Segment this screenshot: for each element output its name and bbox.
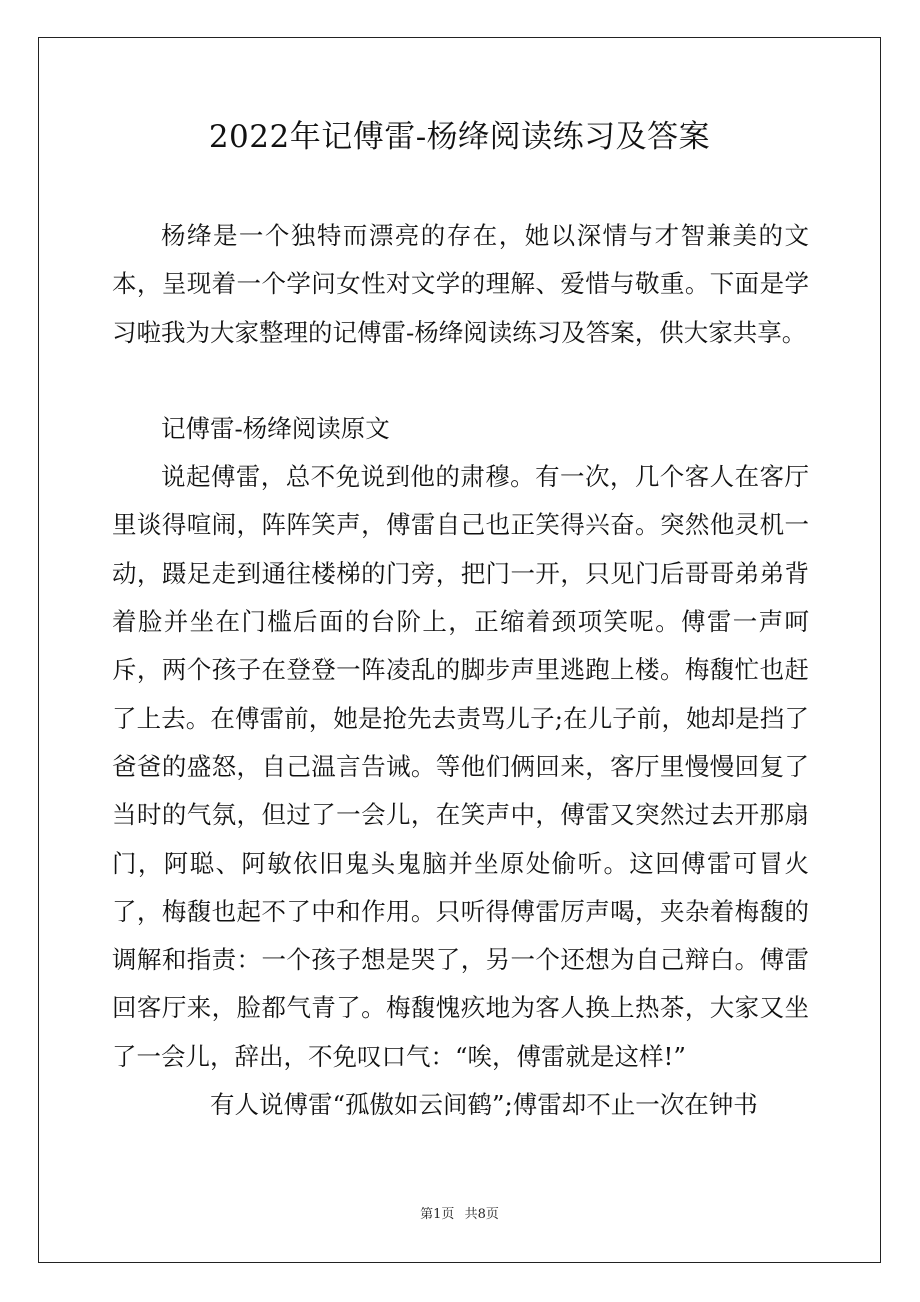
page-footer bbox=[38, 1205, 881, 1225]
intro-paragraph: 杨绛是一个独特而漂亮的存在，她以深情与才智兼美的文本，呈现着一个学问女性对文学的理解、爱惜与敬重。下面是学习啦我为大家整理的记傅雷-杨绛阅读练习及答案，供大家共享。 bbox=[112, 221, 809, 347]
page-number: 第1页 bbox=[420, 1207, 455, 1222]
page-total: 共8页 bbox=[464, 1207, 499, 1222]
section-heading: 记傅雷-杨绛阅读原文 bbox=[161, 413, 390, 443]
paragraph-gap bbox=[112, 357, 809, 405]
body-paragraph-continued: 有人说傅雷“孤傲如云间鹤”;傅雷却不止一次在钟书 bbox=[210, 1090, 758, 1120]
body-paragraph: 说起傅雷，总不免说到他的肃穆。有一次，几个客人在客厅里谈得喧闹，阵阵笑声，傅雷自己也正笑得兴奋。突然他灵机一动，蹑足走到通往楼梯的门旁，把门一开，只见门后哥哥弟弟背着脸并坐在门槛后面的台阶上，正缩着颈项笑呢。傅雷一声呵斥，两个孩子在登登一阵凌乱的脚步声里逃跑上楼。梅馥忙也赶了上去。在傅雷前，她是抢先去责骂儿子;在儿子前，她却是挡了爸爸的盛怒，自己温言告诫。等他们俩回来，客厅里慢慢回复了当时的气氛，但过了一会儿，在笑声中，傅雷又突然过去开那扇门，阿聪、阿敏依旧鬼头鬼脑并坐原处偷听。这回傅雷可冒火了，梅馥也起不了中和作用。只听得傅雷厉声喝，夹杂着梅馥的调解和指责：一个孩子想是哭了，另一个还想为自己辩白。傅雷回客厅来，脸都气青了。梅馥愧疚地为客人换上热茶，大家又坐了一会儿，辞出，不免叹口气：“唉，傅雷就是这样!” bbox=[112, 462, 809, 1071]
document-body bbox=[112, 212, 809, 1129]
document-title: 2022年记傅雷-杨绛阅读练习及答案 bbox=[208, 119, 711, 155]
